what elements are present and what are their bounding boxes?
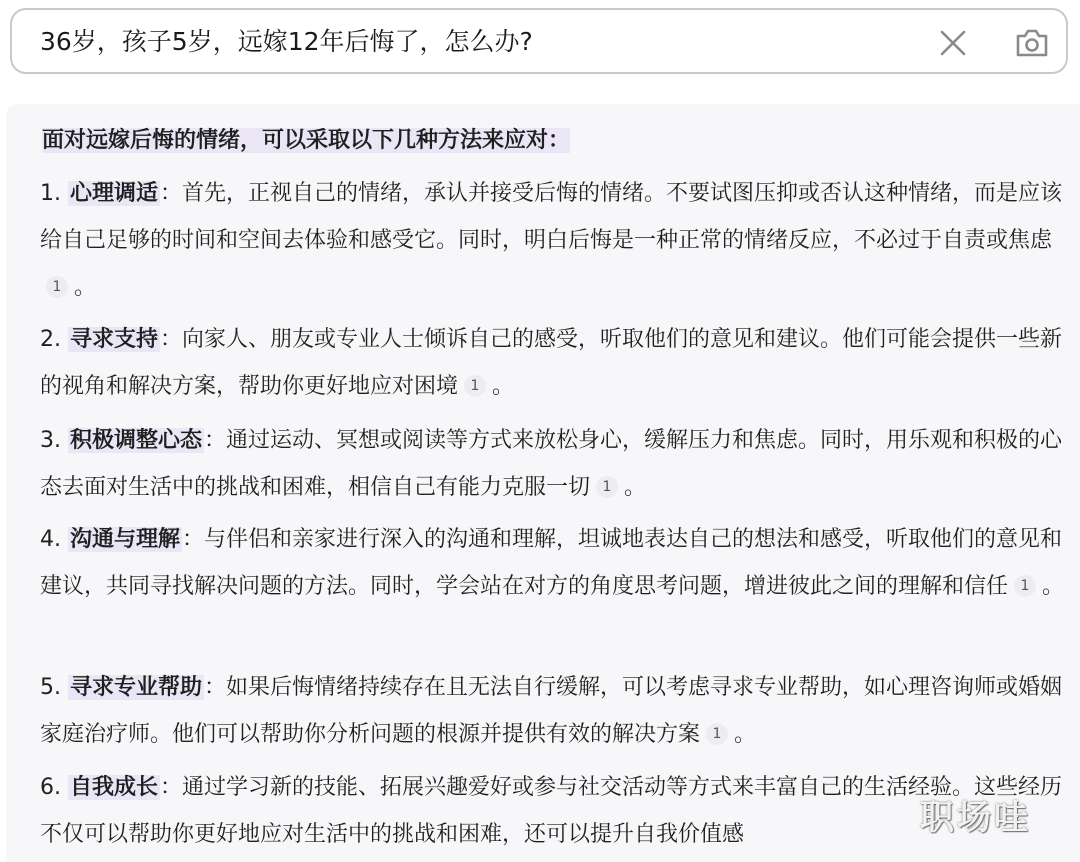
item-body: ：首先，正视自己的情绪，承认并接受后悔的情绪。不要试图压抑或否认这种情绪，而是应该给自己足够的时间和空间去体验和感受它。同时，明白后悔是一种正常的情绪反应，不必过于自责或焦虑 [40, 181, 1063, 253]
item-title: 寻求支持 [70, 327, 159, 352]
item-number: 6. [40, 775, 61, 800]
citation-badge[interactable]: 1 [596, 476, 618, 498]
item-number: 1. [40, 181, 61, 206]
search-query-text[interactable]: 36岁，孩子5岁，远嫁12年后悔了，怎么办? [40, 27, 533, 56]
item-title: 寻求专业帮助 [70, 675, 203, 700]
item-body: ：通过学习新的技能、拓展兴趣爱好或参与社交活动等方式来丰富自己的生活经验。这些经历不仅可以帮助你更好地应对生活中的挑战和困难，还可以提升自我价值感 [40, 775, 1063, 847]
list-item-1 [40, 170, 1080, 311]
answer-panel [6, 104, 1080, 862]
item-end: 。 [74, 275, 97, 300]
citation-badge[interactable]: 1 [706, 723, 728, 745]
item-title: 积极调整心态 [70, 428, 203, 453]
item-body: ：通过运动、冥想或阅读等方式来放松身心，缓解压力和焦虑。同时，用乐观和积极的心态去面对生活中的挑战和困难，相信自己有能力克服一切 [40, 428, 1063, 500]
watermark: 职场哇 [920, 798, 1031, 838]
close-icon [939, 29, 967, 57]
item-number: 2. [40, 327, 61, 352]
answer-intro-text: 面对远嫁后悔的情绪，可以采取以下几种方法来应对： [42, 128, 571, 153]
item-end: 。 [1042, 574, 1065, 599]
camera-icon [1014, 27, 1050, 59]
item-end: 。 [624, 475, 647, 500]
citation-badge[interactable]: 1 [46, 276, 68, 298]
item-title: 自我成长 [70, 775, 159, 800]
item-number: 4. [40, 527, 61, 552]
clear-button[interactable] [936, 26, 970, 60]
list-item-3 [40, 417, 1080, 511]
item-body: ：如果后悔情绪持续存在且无法自行缓解，可以考虑寻求专业帮助，如心理咨询师或婚姻家庭治疗师。他们可以帮助你分析问题的根源并提供有效的解决方案 [40, 675, 1063, 747]
item-number: 3. [40, 428, 61, 453]
list-item-4 [40, 516, 1080, 610]
citation-badge[interactable]: 1 [464, 375, 486, 397]
list-item-5 [40, 664, 1080, 758]
item-body: ：向家人、朋友或专业人士倾诉自己的感受，听取他们的意见和建议。他们可能会提供一些新的视角和解决方案，帮助你更好地应对困境 [40, 327, 1063, 399]
item-title: 沟通与理解 [70, 527, 181, 552]
list-item-2 [40, 316, 1080, 410]
search-bar[interactable] [10, 8, 1068, 74]
item-title: 心理调适 [70, 181, 159, 206]
citation-badge[interactable]: 1 [1014, 575, 1036, 597]
camera-button[interactable] [1012, 24, 1052, 62]
item-number: 5. [40, 675, 61, 700]
item-end: 。 [492, 374, 515, 399]
item-body: ：与伴侣和亲家进行深入的沟通和理解，坦诚地表达自己的想法和感受，听取他们的意见和建议，共同寻找解决问题的方法。同时，学会站在对方的角度思考问题，增进彼此之间的理解和信任 [40, 527, 1063, 599]
item-end: 。 [734, 722, 757, 747]
answer-intro [42, 126, 570, 156]
